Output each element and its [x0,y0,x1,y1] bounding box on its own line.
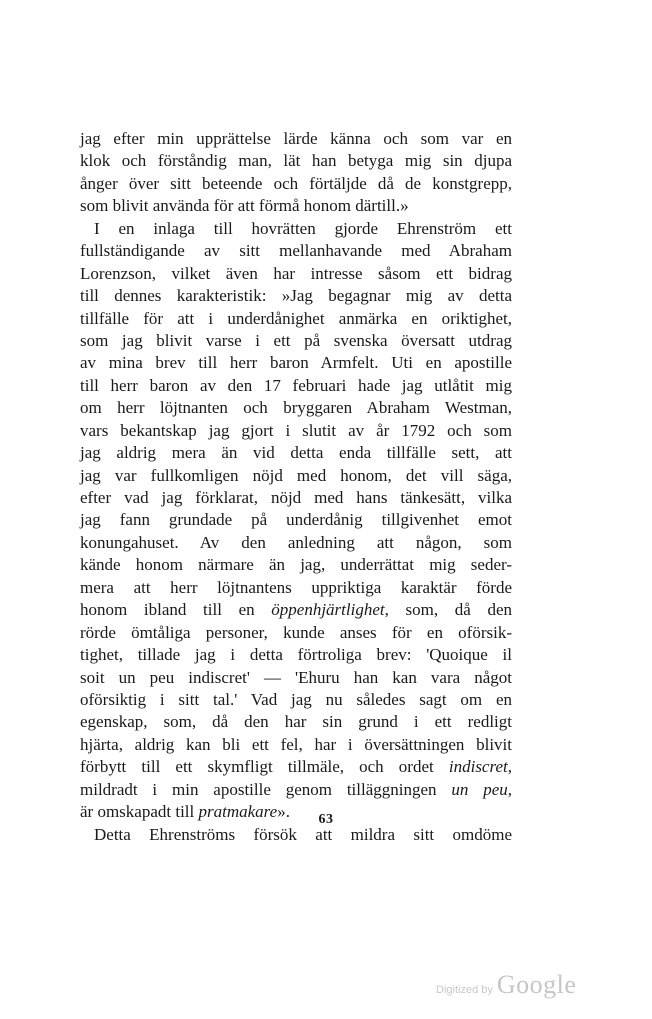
text-segment: förbytt till ett skymfligt tillmäle, och ordet [80,757,449,777]
text-line: rörde ömtåliga personer, kunde anses för en oförsik- [80,622,512,642]
text-line: jag fann grundade på underdånig tillgivenhet emot [80,510,512,530]
text-line: fullständigande av sitt mellanhavande med Abraham [80,241,512,261]
text-line: jag aldrig mera än vid detta enda tillfälle sett, att [80,443,512,463]
text-line: tighet, tillade jag i detta förtroliga brev: 'Quoique il [80,645,512,665]
text-line: som blivit använda för att förmå honom därtill.» [80,196,409,216]
paragraph-start-line: I en inlaga till hovrätten gjorde Ehrenström ett [94,218,512,238]
text-segment: är omskapadt till [80,802,199,822]
text-line: oförsiktig i sitt tal.' Vad jag nu således sagt om en [80,689,512,709]
text-line [80,779,512,801]
google-logo: Google [496,970,577,999]
text-line: konungahuset. Av den anledning att någon, som [80,532,512,552]
text-segment: mildradt i min apostille genom tilläggningen [80,779,452,799]
italic-term: indiscret [448,757,508,777]
text-line: soit un peu indiscret' — 'Ehuru han kan vara något [80,667,512,687]
text-segment: , som, då den [384,600,513,620]
italic-term: pratmakare [198,802,278,822]
text-line: mera att herr löjtnantens uppriktiga karaktär förde [80,577,512,597]
text-segment: , [507,779,513,799]
text-line [80,756,512,778]
text-line [80,599,512,621]
text-line: ånger över sitt beteende och förtäljde då de konstgrepp, [80,173,512,193]
text-line: om herr löjtnanten och bryggaren Abraham Westman, [80,398,512,418]
text-segment: honom ibland till en [80,600,272,620]
text-line: jag efter min upprättelse lärde känna och som var en [80,129,512,148]
italic-term: un peu [451,779,508,799]
text-line: till dennes karakteristik: »Jag begagnar mig av detta [80,286,512,306]
text-line: egenskap, som, då den har sin grund i ett redligt [80,712,512,732]
italic-term: öppenhjärtlighet [271,600,385,620]
page-number: 63 [318,812,334,827]
text-line: som jag blivit varse i ett på svenska översatt utdrag [80,330,512,350]
text-line: kände honom närmare än jag, underrättat mig seder- [80,555,512,575]
text-line: hjärta, aldrig kan bli ett fel, har i översättningen blivit [80,734,512,754]
paragraph-start-line: Detta Ehrenströms försök att mildra sitt omdöme [94,824,512,844]
text-line: vars bekantskap jag gjort i slutit av år 1792 och som [80,420,512,440]
digitized-watermark [436,970,576,1000]
text-line: klok och förståndig man, lät han betyga mig sin djupa [80,151,512,171]
text-line: tillfälle för att i underdånighet anmärka en oriktighet, [80,308,512,328]
text-line: Lorenzson, vilket även har intresse såsom ett bidrag [80,263,512,283]
digitized-label: Digitized by [436,984,493,996]
text-line: av mina brev till herr baron Armfelt. Uti en apostille [80,353,512,373]
body-text [80,128,512,846]
text-segment: , [507,757,512,777]
text-line: till herr baron av den 17 februari hade jag utlåtit mig [80,375,512,395]
text-line: efter vad jag förklarat, nöjd med hans tänkesätt, vilka [80,488,512,507]
text-segment: ». [277,802,290,822]
text-line: jag var fullkomligen nöjd med honom, det vill säga, [80,465,512,485]
